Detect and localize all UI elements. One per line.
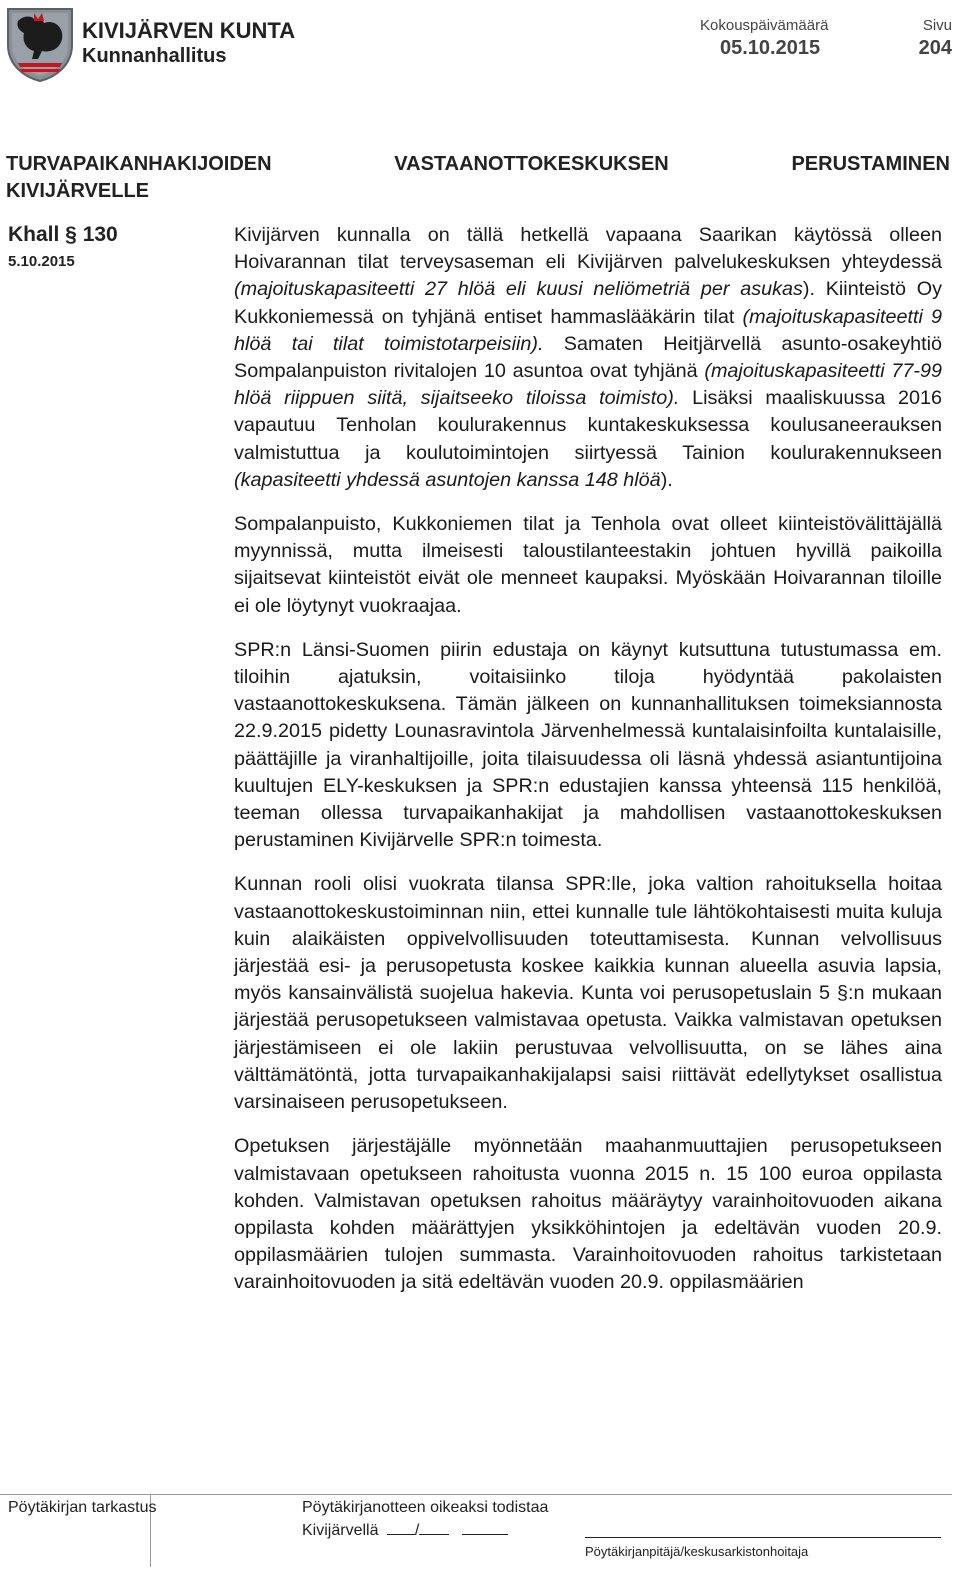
p1-italic: (majoituskapasiteetti 9 hlöä tai tilat toimistotarpeisiin). [234, 305, 942, 355]
section-date: 5.10.2015 [8, 253, 75, 270]
footer-signer-role: Pöytäkirjanpitäjä/keskusarkistonhoitaja [585, 1544, 809, 1559]
page-number: 204 [918, 37, 952, 59]
paragraph-4: Kunnan rooli olisi vuokrata tilansa SPR:lle, joka valtion rahoituksella hoitaa vastaanottokeskustoiminnan niin, ettei kunnalle tule lähtökohtaisesti muita kuluja kuin alaikäisten oppivelvollisuuden toteuttamisesta. Kunnan velvollisuus järjestää esi- ja perusopetusta koskee kaikkia kunnan alueella asuvia lapsia, myös kansainvälistä suojelua hakevia. Kunta voi perusopetuslain 5 §:n mukaan järjestää perusopetukseen valmistavaa opetusta. Vaikka valmistavan opetuksen järjestämiseen ei ole lakiin perustuvaa velvollisuutta, on se lähes aina välttämätöntä, jotta turvapaikanhakijalapsi saisi riittävät edellytykset osallistua varsinaiseen perusopetukseen. [234, 873, 942, 1114]
title-line-1 [6, 151, 950, 178]
meeting-date-label: Kokouspäivämäärä [700, 17, 829, 34]
p1-italic: (majoituskapasiteetti 27 hlöä eli kuusi neliömetriä per asukas [234, 278, 803, 301]
document-title [6, 151, 950, 205]
p1-italic: (kapasiteetti yhdessä asuntojen kanssa 148 hlöä [234, 468, 661, 491]
day-blank [387, 1520, 415, 1535]
page-label: Sivu [922, 17, 952, 34]
p1-part: Kivijärven kunnalla on tällä hetkellä vapaana Saarikan käytössä olleen Hoivarannan tilat terveysaseman eli Kivijärven palvelukeskuksen yhteydessä [234, 224, 942, 274]
p1-italic: (majoituskapasiteetti 77-99 hlöä riippuen siitä, sijaitseeko tiloissa toimisto). [234, 360, 942, 410]
section-number: Khall § 130 [8, 223, 118, 246]
p1-part: ). [660, 468, 673, 491]
month-blank [419, 1520, 449, 1535]
paragraph-5: Opetuksen järjestäjälle myönnetään maahanmuuttajien perusopetukseen valmistavaan opetukseen rahoitusta vuonna 2015 n. 15 100 euroa oppilasta kohden. Valmistavan opetuksen rahoitus määräytyy varainhoitovuoden aikana oppilasta kohden määrättyjen yksikköhintojen ja edeltävän vuoden 20.9. oppilasmäärien tulojen summasta. Varainhoitovuoden rahoitus tarkistetaan varainhoitovuoden ja sitä edeltävän vuoden 20.9. oppilasmäärien [234, 1135, 942, 1294]
footer-certify-label: Pöytäkirjanotteen oikeaksi todistaa [302, 1499, 549, 1516]
municipality-crest-logo [4, 5, 76, 83]
organization-body: Kunnanhallitus [82, 45, 227, 67]
footer-place: Kivijärvellä [302, 1522, 379, 1539]
date-slash: / [414, 1522, 420, 1539]
signature-line [585, 1537, 941, 1538]
meeting-date: 05.10.2015 [720, 37, 821, 59]
paragraph-2: Sompalanpuisto, Kukkoniemen tilat ja Tenhola ovat olleet kiinteistövälittäjällä myynnissä, mutta ilmeisesti taloustilanteestakin johtuen hyvillä paikoilla sijaitsevat kiinteistöt eivät ole menneet kaupaksi. Myöskään Hoivarannan tiloille ei ole löytynyt vuokraajaa. [234, 513, 942, 617]
organization-name: KIVIJÄRVEN KUNTA [82, 18, 296, 43]
document-body [234, 222, 942, 1314]
footer-review-label: Pöytäkirjan tarkastus [8, 1499, 157, 1516]
paragraph-3: SPR:n Länsi-Suomen piirin edustaja on käynyt kutsuttuna tutustumassa em. tiloihin ajatuksin, voitaisiinko tiloja hyödyntää pakolaisten vastaanottokeskuksena. Tämän jälkeen on kunnanhallituksen toimeksiannosta 22.9.2015 pidetty Lounasravintola Järvenhelmessä kuntalaisinfoilta kuntalaisille, päättäjille ja viranhaltijoille, joita tilaisuudessa oli läsnä yhdessä asiantuntijoina kuultujen ELY-keskuksen ja SPR:n edustajien kanssa yhteensä 115 henkilöä, teeman ollessa turvapaikanhakijat ja mahdollisen vastaanottokeskuksen perustaminen Kivijärvelle SPR:n toimesta. [234, 638, 942, 852]
year-blank [462, 1520, 508, 1535]
title-word-3: PERUSTAMINEN [791, 153, 950, 175]
p1-part: ). Kiinteistö Oy Kukkoniemessä on tyhjänä entiset hammaslääkärin tilat [234, 278, 942, 328]
title-word-1: TURVAPAIKANHAKIJOIDEN [6, 153, 272, 175]
footer-place-date [302, 1520, 508, 1540]
p1-part: Samaten Heitjärvellä asunto-osakeyhtiö Sompalanpuiston rivitalojen 10 asuntoa ovat tyhjänä [234, 332, 942, 383]
footer-divider [0, 1494, 952, 1495]
title-line-2: KIVIJÄRVELLE [6, 180, 149, 202]
title-word-2: VASTAANOTTOKESKUKSEN [394, 153, 669, 175]
p1-part: Lisäksi maaliskuussa 2016 vapautuu Tenholan koulurakennus kuntakeskuksessa koulusaneerauksen valmistuttua ja koulutoimintojen siirtyessä Tainion koulurakennukseen [234, 387, 942, 464]
paragraph-1 [234, 222, 942, 494]
